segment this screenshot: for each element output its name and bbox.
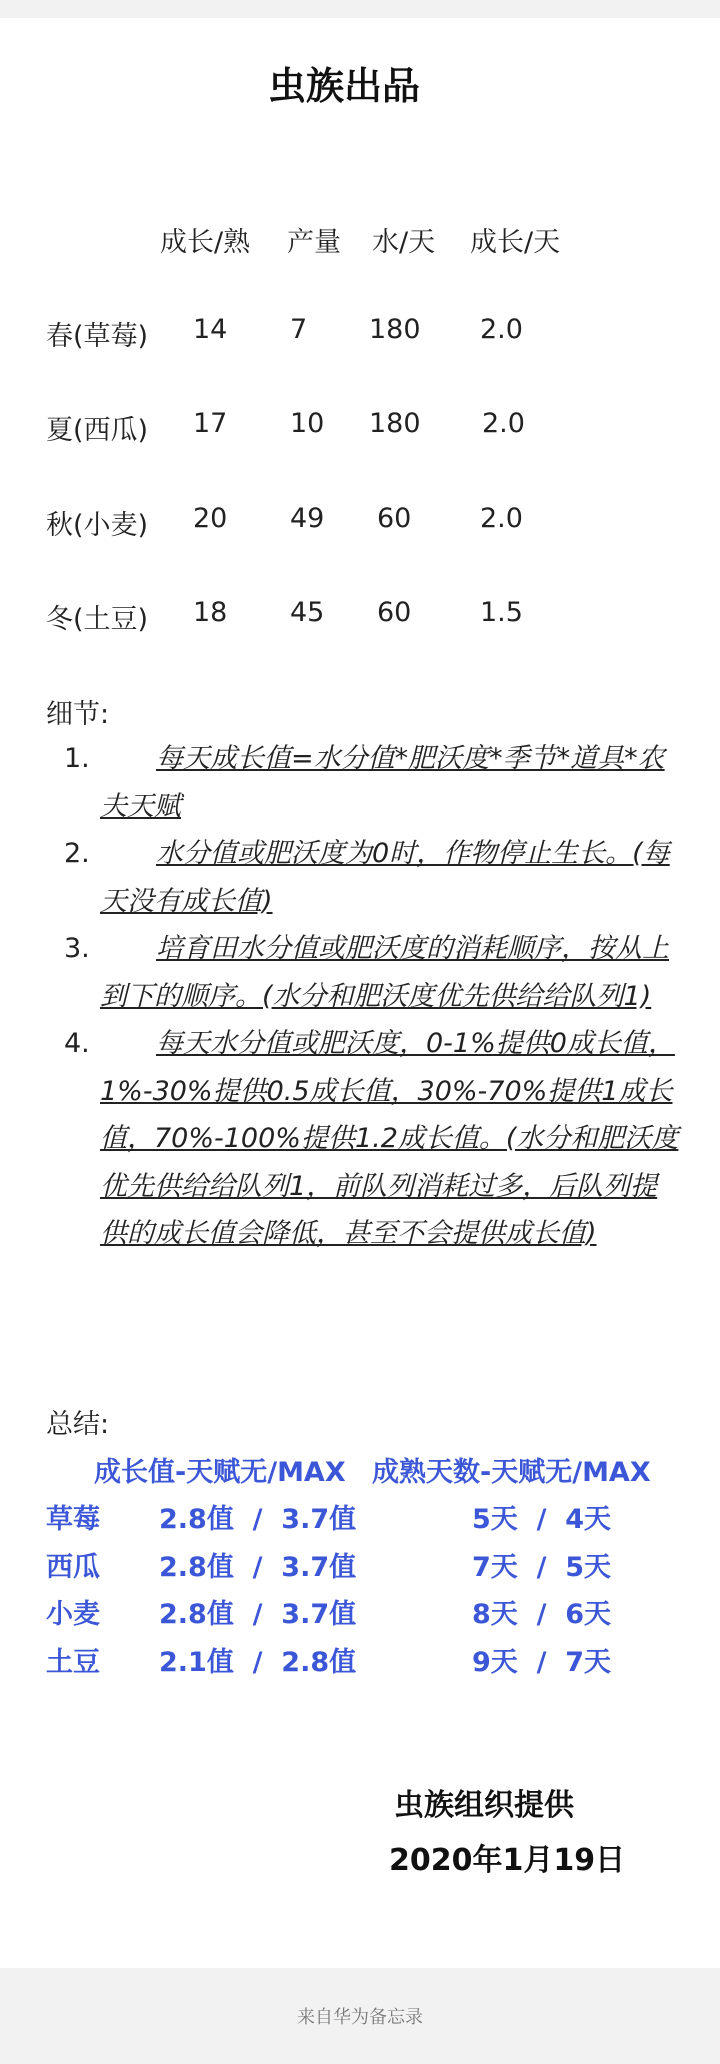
table-cell: 180 — [369, 408, 421, 439]
summary-crop: 草莓 — [46, 1504, 100, 1535]
credit-date: 2020年1月19日 — [389, 1843, 626, 1878]
table-header-yield: 产量 — [287, 227, 341, 258]
detail-number: 2. — [64, 838, 90, 869]
detail-item — [64, 1020, 684, 1258]
table-cell: 2.0 — [482, 408, 525, 439]
summary-growth-value: 2.1值 / 2.8值 — [159, 1647, 357, 1678]
summary-crop: 西瓜 — [46, 1552, 100, 1583]
summary-days-value: 5天 / 4天 — [472, 1504, 612, 1535]
table-row-crop-name: 春(草莓) — [46, 321, 149, 352]
details-label: 细节: — [46, 699, 110, 730]
detail-number: 3. — [64, 933, 90, 964]
detail-number: 1. — [64, 743, 90, 774]
table-row-crop-name: 冬(土豆) — [46, 604, 149, 635]
table-cell: 2.0 — [480, 314, 523, 345]
detail-text: 每天水分值或肥沃度，0-1%提供0成长值，1%-30%提供0.5成长值，30%-70%提供1成长值，70%-100%提供1.2成长值。(水分和肥沃度优先供给给队列1，前队列消耗过多，后队列提供的成长值会降低，甚至不会提供成长值) — [100, 1028, 679, 1249]
summary-growth-value: 2.8值 / 3.7值 — [159, 1552, 357, 1583]
table-cell: 20 — [193, 503, 228, 534]
table-cell: 60 — [377, 503, 412, 534]
summary-growth-value: 2.8值 / 3.7值 — [159, 1599, 357, 1630]
table-header-water-per-day: 水/天 — [372, 227, 436, 258]
detail-text: 每天成长值=水分值*肥沃度*季节*道具*农夫天赋 — [100, 743, 665, 822]
table-cell: 2.0 — [480, 503, 523, 534]
details-list — [64, 735, 684, 1258]
table-cell: 17 — [193, 408, 228, 439]
table-header-growth-per-day: 成长/天 — [470, 227, 561, 258]
summary-days-value: 8天 / 6天 — [472, 1599, 612, 1630]
credit-org: 虫族组织提供 — [394, 1788, 574, 1823]
source-note: 来自华为备忘录 — [297, 2007, 423, 2028]
table-header-growth-maturity: 成长/熟 — [160, 227, 251, 258]
table-cell: 49 — [290, 503, 325, 534]
summary-growth-value: 2.8值 / 3.7值 — [159, 1504, 357, 1535]
table-cell: 18 — [193, 597, 228, 628]
table-cell: 45 — [290, 597, 325, 628]
detail-number: 4. — [64, 1028, 90, 1059]
summary-days-value: 9天 / 7天 — [472, 1647, 612, 1678]
table-cell: 1.5 — [480, 597, 523, 628]
summary-days-value: 7天 / 5天 — [472, 1552, 612, 1583]
table-cell: 10 — [290, 408, 325, 439]
detail-text: 水分值或肥沃度为0时，作物停止生长。(每天没有成长值) — [100, 838, 670, 917]
table-cell: 60 — [377, 597, 412, 628]
table-cell: 180 — [369, 314, 421, 345]
summary-header-growth: 成长值-天赋无/MAX — [94, 1457, 346, 1488]
top-strip — [0, 0, 720, 18]
detail-item — [64, 735, 684, 830]
detail-text: 培育田水分值或肥沃度的消耗顺序，按从上到下的顺序。(水分和肥沃度优先供给给队列1) — [100, 933, 669, 1012]
table-cell: 14 — [193, 314, 228, 345]
table-cell: 7 — [290, 314, 308, 345]
summary-label: 总结: — [46, 1409, 110, 1440]
page-title: 虫族出品 — [267, 64, 420, 108]
summary-crop: 小麦 — [46, 1599, 100, 1630]
table-row-crop-name: 秋(小麦) — [46, 510, 149, 541]
detail-item — [64, 830, 684, 925]
detail-item — [64, 925, 684, 1020]
summary-header-days: 成熟天数-天赋无/MAX — [372, 1457, 651, 1488]
table-row-crop-name: 夏(西瓜) — [46, 415, 149, 446]
summary-crop: 土豆 — [46, 1647, 100, 1678]
